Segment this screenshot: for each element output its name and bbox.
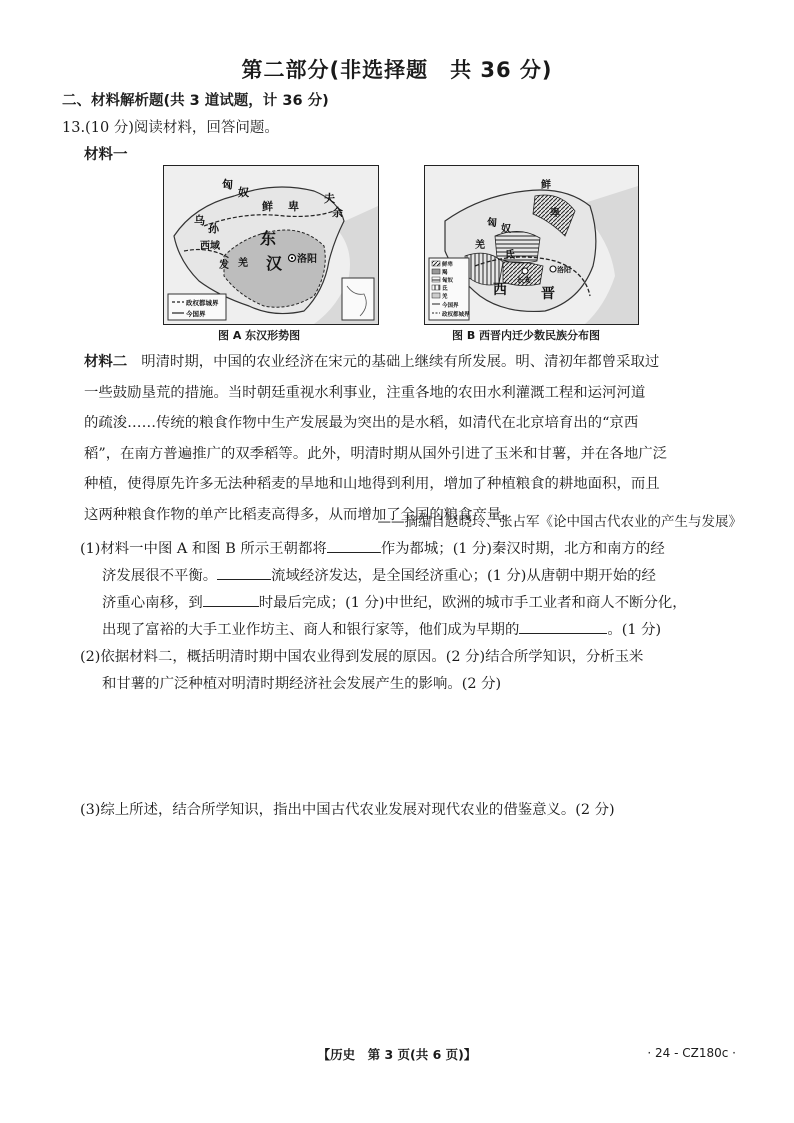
map-b-drawing: [425, 166, 638, 324]
map-b-label-xianbei-1: 鲜: [541, 180, 551, 191]
material-1-label: 材料一: [84, 147, 128, 163]
map-a-label-fuyu-1: 夫: [324, 192, 335, 205]
map-a-label-han: 汉: [266, 254, 283, 273]
map-a-label-xiongnu-2: 奴: [238, 186, 249, 199]
question-3: (3)综上所述，结合所学知识，指出中国古代农业发展对现代农业的借鉴意义。(2 分): [80, 802, 615, 818]
page-footer: 【历史 第 3 页(共 6 页)】: [317, 1047, 477, 1062]
map-a-caption: 图 A 东汉形势图: [218, 329, 301, 342]
section-title: 二、材料解析题(共 3 道试题，计 36 分): [62, 93, 329, 109]
map-a-label-fa: 发: [219, 260, 229, 271]
map-a-label-xiyu: 西域: [200, 241, 220, 252]
map-b-label-xiongnu-1: 匈: [487, 218, 497, 229]
map-b-label-xiongnu-2: 奴: [501, 224, 511, 235]
map-b-label-di: 氐: [505, 250, 515, 261]
map-b-legend-7: 政权都城界: [442, 312, 470, 318]
map-a-label-qiang: 羌: [238, 258, 248, 269]
map-a-label-luoyang: 洛阳: [297, 254, 317, 265]
map-a-label-wusun-2: 孙: [208, 222, 219, 235]
material-2-source: ——摘编自赵晓玲、张占军《论中国古代农业的产生与发展》: [377, 514, 742, 530]
answer-blank-2[interactable]: [217, 563, 271, 580]
material-2-line-2: 一些鼓励垦荒的措施。当时朝廷重视水利事业，注重各地的农田水利灌溉工程和运河河道: [84, 384, 646, 401]
part-title: 第二部分(非选择题 共 36 分): [241, 58, 553, 82]
map-b-label-luoyang: 洛阳: [557, 266, 571, 274]
map-a-label-wusun-1: 乌: [194, 214, 205, 227]
material-2-line-1: 材料二 明清时期，中国的农业经济在宋元的基础上继续有所发展。明、清初年都曾采取过: [84, 354, 660, 370]
map-b-label-xi: 西: [493, 282, 507, 298]
map-b-caption: 图 B 西晋内迁少数民族分布图: [452, 329, 601, 342]
answer-blank-3[interactable]: [203, 590, 259, 607]
question-1: (1)材料一中图 A 和图 B 所示王朝都将 作为都城；(1 分)秦汉时期，北方和南方的经 济发展很不平衡。 流域经济发达，是全国经济重心；(1 分)从唐朝中期开始的经 济重心南移，到 时最后完成；(1 分)中世纪，欧洲的城市手工业者和商人不断分化， 出现了富裕的大手工业作坊主、商人和银行家等，他们成为早期的 。(1 分): [80, 536, 746, 644]
map-a-label-fuyu-2: 余: [332, 206, 343, 219]
material-2-line-3: 的疏浚……传统的粮食作物中生产发展最为突出的是水稻，如清代在北京培育出的“京西: [84, 415, 639, 431]
map-a-legend-2: 今国界: [186, 310, 206, 318]
map-b-label-qiang: 羌: [475, 240, 485, 251]
material-2: [84, 347, 744, 530]
map-a-legend-1: 政权都城界: [186, 299, 219, 307]
map-a-label-dong: 东: [260, 229, 277, 248]
answer-blank-1[interactable]: [327, 536, 381, 553]
question-13-stem: 13.(10 分)阅读材料，回答问题。: [62, 120, 279, 136]
question-2: (2)依据材料二，概括明清时期中国农业得到发展的原因。(2 分)结合所学知识，分析玉米 和甘薯的广泛种植对明清时期经济社会发展产生的影响。(2 分): [80, 649, 644, 692]
material-2-label: 材料二: [84, 354, 128, 370]
map-b-label-jin: 晋: [541, 286, 555, 302]
map-b-legend-1: 鲜卑: [442, 262, 454, 268]
answer-blank-4[interactable]: [519, 617, 607, 634]
map-a-label-xianbei-1: 鲜: [262, 200, 273, 213]
material-2-line-5: 种植，使得原先许多无法种稻麦的旱地和山地得到利用，增加了种植粮食的耕地面积，而且: [84, 476, 660, 492]
map-a-label-xianbei-2: 卑: [288, 200, 299, 213]
map-b-legend-4: 氐: [442, 286, 448, 292]
map-b-legend-6: 今国界: [442, 303, 459, 309]
map-b-legend-3: 匈奴: [442, 278, 454, 284]
map-b-label-xianbei-2: 卑: [550, 208, 560, 219]
map-b-label-changan: 长安: [517, 276, 531, 284]
map-a-drawing: [164, 166, 378, 324]
map-b-western-jin: [424, 165, 639, 325]
map-b-legend-2: 羯: [442, 270, 448, 276]
material-2-line-6: 这两种粮食作物的单产比稻麦高得多，从而增加了全国的粮食产量。: [84, 506, 516, 523]
map-a-eastern-han: [163, 165, 379, 325]
exam-code: · 24 - CZ180c ·: [647, 1046, 736, 1060]
material-2-line-4: 稻”，在南方普遍推广的双季稻等。此外，明清时期从国外引进了玉米和甘薯，并在各地广泛: [84, 445, 667, 462]
map-b-legend-5: 羌: [442, 294, 448, 300]
map-a-label-xiongnu-1: 匈: [222, 178, 233, 191]
